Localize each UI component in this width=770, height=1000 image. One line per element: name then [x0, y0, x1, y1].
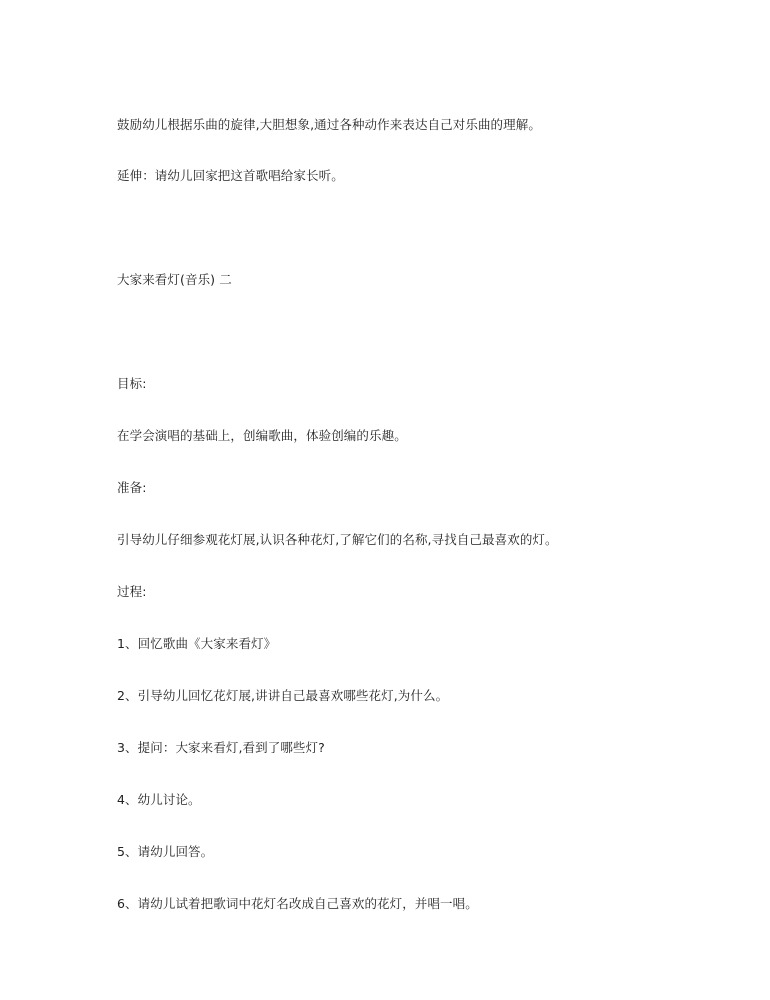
heading-process: 过程:	[117, 584, 147, 599]
heading-goal: 目标:	[117, 376, 147, 391]
paragraph-preparation: 引导幼儿仔细参观花灯展,认识各种花灯,了解它们的名称,寻找自己最喜欢的灯。	[117, 532, 558, 547]
process-step-1: 1、回忆歌曲《大家来看灯》	[117, 636, 277, 651]
paragraph-encourage: 鼓励幼儿根据乐曲的旋律,大胆想象,通过各种动作来表达自己对乐曲的理解。	[117, 117, 541, 132]
section-title: 大家来看灯(音乐) 二	[117, 272, 232, 287]
paragraph-goal: 在学会演唱的基础上，创编歌曲，体验创编的乐趣。	[117, 428, 407, 443]
process-step-5: 5、请幼儿回答。	[117, 844, 214, 859]
process-step-2: 2、引导幼儿回忆花灯展,讲讲自己最喜欢哪些花灯,为什么。	[117, 688, 449, 703]
process-step-4: 4、幼儿讨论。	[117, 792, 201, 807]
paragraph-extension: 延伸：请幼儿回家把这首歌唱给家长听。	[117, 168, 344, 183]
process-step-6: 6、请幼儿试着把歌词中花灯名改成自己喜欢的花灯，并唱一唱。	[117, 896, 478, 911]
process-step-3: 3、提问：大家来看灯,看到了哪些灯?	[117, 740, 325, 755]
heading-preparation: 准备:	[117, 480, 147, 495]
